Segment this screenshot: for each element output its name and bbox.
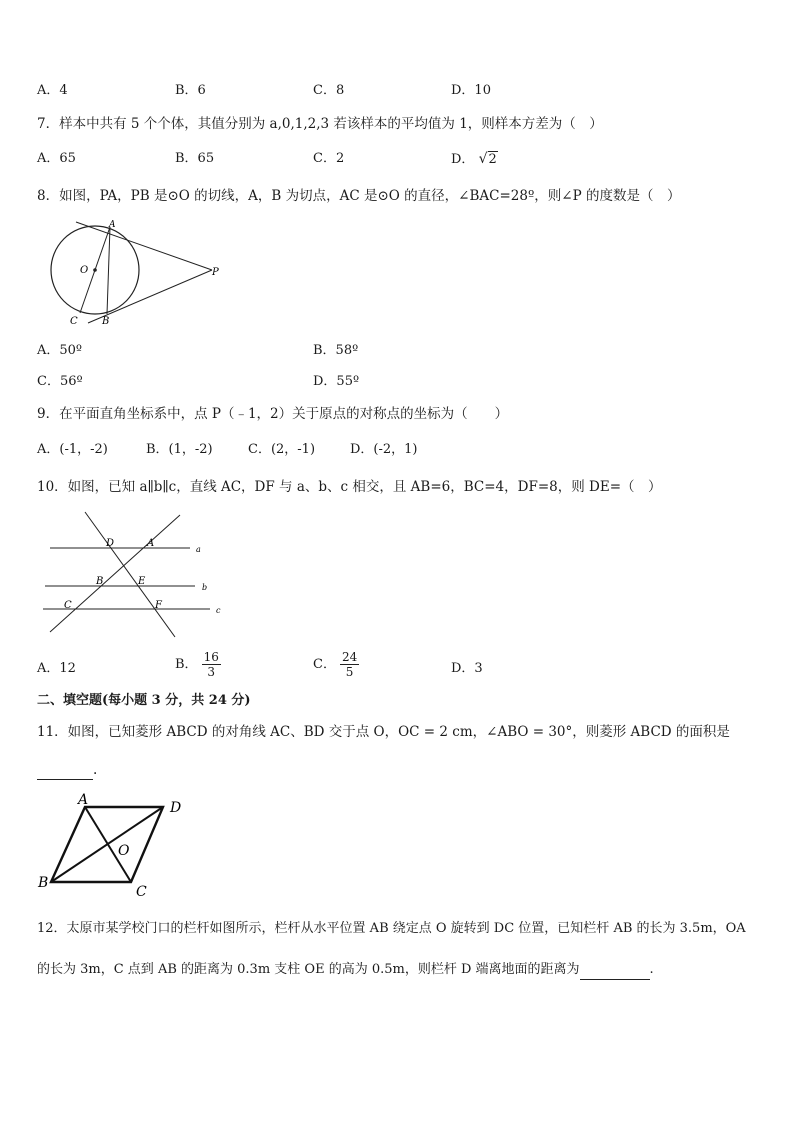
q10-option-c-label: C． [313,657,336,672]
q8-option-a: A．50º [37,343,83,358]
q10-parallel-lines-figure [40,508,230,638]
q11-answer-blank[interactable] [37,765,93,780]
q7-option-b: B．65 [175,151,215,166]
q9-option-b: B．(1，-2) [146,442,213,457]
q7-option-d [451,150,498,169]
q11-rhombus-figure [38,790,198,900]
q8-option-c: C．56º [37,374,83,389]
q12-line2-body: 的长为 3m，C 点到 AB 的距离为 0.3m 支柱 OE 的高为 0.5m，则栏杆 D 端离地面的距离为 [37,962,580,977]
label-o: O [80,265,89,276]
label-b: B [96,576,104,587]
line-df [85,512,175,637]
label-a: A [78,792,89,808]
line-ac [50,515,180,632]
label-b: B [38,875,49,891]
q6-option-b: B．6 [175,83,206,98]
section-title-fill-in: 二、填空题(每小题 3 分，共 24 分) [37,693,251,708]
label-line-a: a [196,545,201,554]
q6-option-c: C．8 [313,83,345,98]
label-d: D [106,538,115,549]
q10-option-c [313,650,359,679]
label-a: A [109,220,116,230]
fraction-24-5 [340,650,359,679]
center-point [93,268,97,272]
q10-option-a: A．12 [37,661,76,676]
label-p: P [212,267,219,278]
q10-option-b-label: B． [175,657,198,672]
label-c: C [136,884,147,900]
q12-text-line1: 12．太原市某学校门口的栏杆如图所示，栏杆从水平位置 AB 绕定点 O 旋转到 DC 位置，已知栏杆 AB 的长为 3.5m，OA [37,921,746,936]
label-line-c: c [216,606,221,615]
label-o: O [118,843,130,859]
sqrt-sign: √ [478,151,488,167]
q9-option-a: A．(-1，-2) [37,442,108,457]
q11-text: 11．如图，已知菱形 ABCD 的对角线 AC、BD 交于点 O，OC = 2 cm，∠ABO = 30°，则菱形 ABCD 的面积是 [37,724,730,740]
q8-circle-tangent-figure [40,218,230,333]
q12-text-line2 [37,960,654,980]
q9-option-c: C．(2，-1) [248,442,316,457]
q8-option-b: B．58º [313,343,359,358]
chord-ab [107,227,110,314]
q12-answer-blank[interactable] [580,965,650,980]
q9-text: 9．在平面直角坐标系中，点 P（﹣1，2）关于原点的对称点的坐标为（ ） [37,406,509,422]
fraction-16-3 [202,650,221,679]
q8-text: 8．如图，PA，PB 是⊙O 的切线，A，B 为切点，AC 是⊙O 的直径，∠BAC=28º，则∠P 的度数是（ ） [37,188,681,204]
label-c: C [70,316,78,327]
label-line-b: b [202,583,208,592]
label-d: D [170,800,182,816]
q12-end-dot: . [649,962,654,977]
numerator: 24 [341,650,358,664]
q7-option-a: A．65 [37,151,76,166]
q10-text: 10．如图，已知 a∥b∥c，直线 AC，DF 与 a、b、c 相交，且 AB=6，BC=4，DF=8，则 DE=（ ） [37,479,662,495]
q6-option-d: D．10 [451,83,491,98]
q7-option-c: C．2 [313,151,345,166]
denominator: 5 [345,665,354,679]
tangent-pa [76,222,212,270]
q7-option-d-label: D． [451,152,475,167]
q10-option-b [175,650,221,679]
label-c: C [64,600,72,611]
sqrt-value: 2 [488,152,497,167]
numerator: 16 [203,650,219,664]
label-b: B [102,316,110,327]
q11-end-dot: . [93,762,98,778]
denominator: 3 [207,665,216,679]
q11-answer-line [37,760,97,780]
label-a: A [147,538,155,549]
q8-option-d: D．55º [313,374,360,389]
q7-text: 7．样本中共有 5 个个体，其值分别为 a,0,1,2,3 若该样本的平均值为 1，则样本方差为（ ） [37,116,603,132]
q9-option-d: D．(-2，1) [350,442,418,457]
q10-option-d: D．3 [451,661,483,676]
label-e: E [138,576,146,587]
label-f: F [155,600,162,611]
q6-option-a: A．4 [37,83,68,98]
